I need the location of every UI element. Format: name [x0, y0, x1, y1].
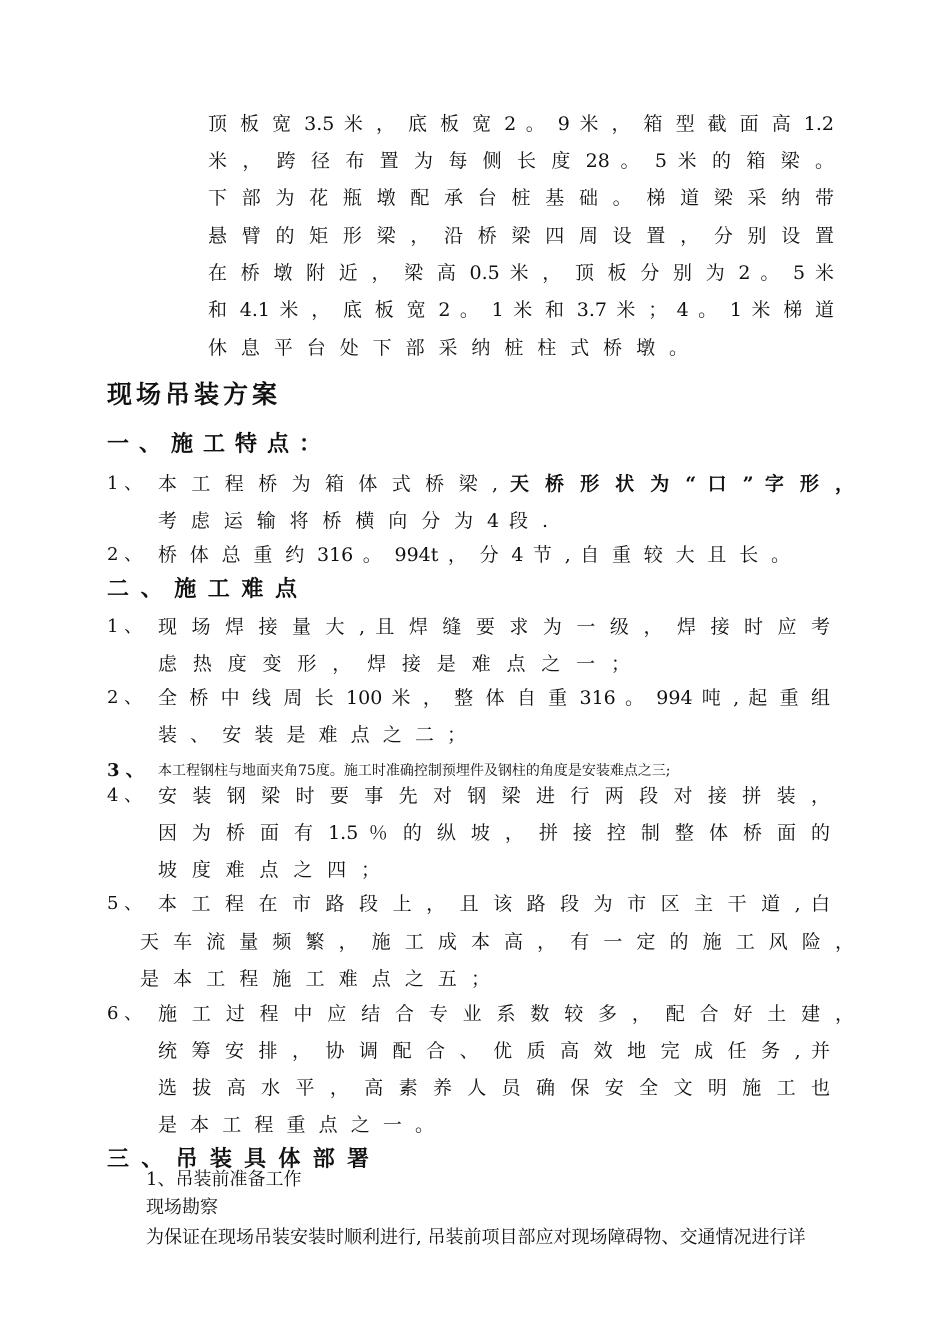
- s2-item6-line1: 施 工 过 程 中 应 结 合 专 业 系 数 较 多 ， 配 合 好 土 建 ，: [158, 1003, 854, 1025]
- s3-paragraph: 为保证在现场吊装安装时顺利进行, 吊装前项目部应对现场障碍物、交通情况进行详: [146, 1227, 806, 1248]
- s1-item2-line1: 桥 体 总 重 约 316 。 994t ， 分 4 节 , 自 重 较 大 且 长 。: [158, 544, 790, 566]
- intro-line-1: 顶 板 宽 3.5 米 ， 底 板 宽 2 。 9 米 ， 箱 型 截 面 高 1.2: [208, 113, 834, 135]
- s2-item5-number: 5 、: [107, 893, 143, 914]
- s2-item6-number: 6 、: [107, 1003, 143, 1024]
- s1-item1-line2: 考 虑 运 输 将 桥 横 向 分 为 4 段 .: [158, 510, 548, 532]
- s3-subheading-1: 1、吊装前准备工作: [146, 1169, 302, 1190]
- s2-item6-line2: 统 筹 安 排 ， 协 调 配 合 、 优 质 高 效 地 完 成 任 务 , 并: [158, 1040, 830, 1062]
- s3-subheading-2: 现场勘察: [146, 1197, 218, 1218]
- s2-item3-number: 3 、: [107, 760, 144, 781]
- section2-heading: 二 、 施 工 难 点: [107, 577, 297, 602]
- intro-line-7: 休 息 平 台 处 下 部 采 纳 桩 柱 式 桥 墩 。: [208, 337, 688, 359]
- s2-item4-line3: 坡 度 难 点 之 四 ；: [158, 859, 380, 881]
- s2-item2-number: 2 、: [107, 687, 143, 708]
- s2-item1-line1: 现 场 焊 接 量 大 , 且 焊 缝 要 求 为 一 级 ， 焊 接 时 应 考: [158, 616, 830, 638]
- s2-item3-line1: 本工程钢柱与地面夹角75度。施工时准确控制预埋件及钢柱的角度是安装难点之三;: [158, 763, 671, 779]
- s2-item5-line3: 是 本 工 程 施 工 难 点 之 五 ；: [140, 968, 490, 990]
- s1-item2-number: 2 、: [107, 544, 143, 565]
- intro-line-5: 在 桥 墩 附 近 ， 梁 高 0.5 米 ， 顶 板 分 别 为 2 。 5 米: [208, 262, 834, 284]
- s2-item5-line1: 本 工 程 在 市 路 段 上 ， 且 该 路 段 为 市 区 主 干 道 , 白: [158, 893, 830, 915]
- s2-item1-number: 1 、: [107, 616, 143, 637]
- intro-line-2: 米 ， 跨 径 布 置 为 每 侧 长 度 28 。 5 米 的 箱 梁 。: [208, 150, 834, 172]
- page-title: 现场吊装方案: [107, 380, 282, 409]
- s2-item1-line2: 虑 热 度 变 形 ， 焊 接 是 难 点 之 一 ；: [158, 653, 630, 675]
- s1-item1-line1-bold: 天 桥 形 状 为 “ 口 ” 字 形 ，: [510, 473, 854, 495]
- section3-heading: 三 、 吊 装 具 体 部 署: [107, 1147, 369, 1172]
- section1-heading: 一 、 施 工 特 点 ：: [107, 432, 321, 457]
- s2-item2-line1: 全 桥 中 线 周 长 100 米 ， 整 体 自 重 316 。 994 吨 , 起 重 组: [158, 687, 830, 709]
- s2-item6-line4: 是 本 工 程 重 点 之 一 。: [158, 1114, 434, 1136]
- s1-item1-line1-normal: 本 工 程 桥 为 箱 体 式 桥 梁 ,: [158, 473, 498, 495]
- s2-item5-line2: 天 车 流 量 频 繁 ， 施 工 成 本 高 ， 有 一 定 的 施 工 风 险 ，: [140, 931, 854, 953]
- s2-item4-line2: 因 为 桥 面 有 1.5 ％ 的 纵 坡 ， 拼 接 控 制 整 体 桥 面 的: [158, 822, 830, 844]
- s2-item6-line3: 选 拔 高 水 平 ， 高 素 养 人 员 确 保 安 全 文 明 施 工 也: [158, 1077, 830, 1099]
- s2-item4-number: 4 、: [107, 785, 143, 806]
- intro-line-4: 悬 臂 的 矩 形 梁 ， 沿 桥 梁 四 周 设 置 ， 分 别 设 置: [208, 225, 834, 247]
- s2-item4-line1: 安 装 钢 梁 时 要 事 先 对 钢 梁 进 行 两 段 对 接 拼 装 ，: [158, 785, 830, 807]
- intro-line-6: 和 4.1 米 ， 底 板 宽 2 。 1 米 和 3.7 米 ； 4 。 1 米 梯 道: [208, 299, 834, 321]
- intro-line-3: 下 部 为 花 瓶 墩 配 承 台 桩 基 础 。 梯 道 梁 采 纳 带: [208, 187, 834, 209]
- s1-item1-number: 1 、: [107, 473, 143, 494]
- s2-item2-line2: 装 、 安 装 是 难 点 之 二 ；: [158, 724, 466, 746]
